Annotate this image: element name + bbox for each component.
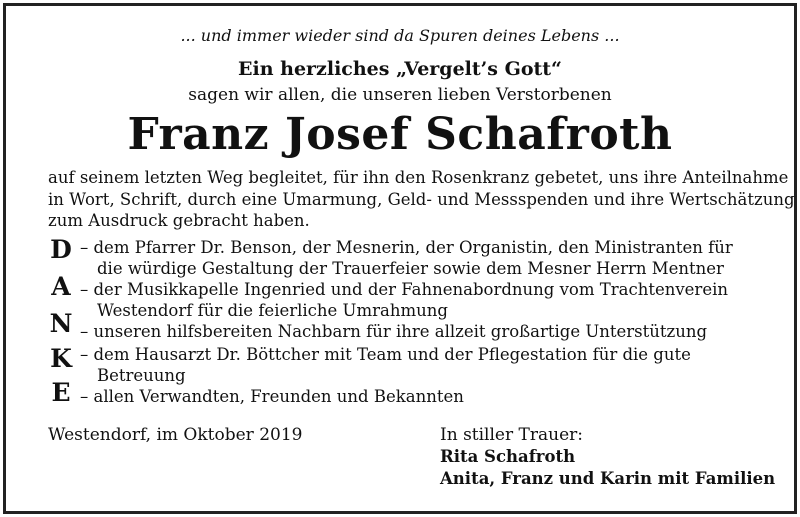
thanks-item: – der Musikkapelle Ingenried und der Fahnenabordnung vom Trachtenverein <box>80 280 728 299</box>
motto: ... und immer wieder sind da Spuren deines Lebens ... <box>180 26 620 45</box>
thanks-item-continuation: Betreuung <box>97 366 186 385</box>
deceased-name: Franz Josef Schafroth <box>127 109 673 160</box>
danke-letter: E <box>51 378 71 407</box>
headline: Ein herzliches „Vergelt’s Gott“ <box>238 58 562 80</box>
intro-line: zum Ausdruck gebracht haben. <box>48 211 310 230</box>
danke-letter: D <box>50 235 72 264</box>
mourner-name: Rita Schafroth <box>440 447 576 466</box>
thanks-item: – dem Hausarzt Dr. Böttcher mit Team und der Pflegestation für die gute <box>80 345 691 364</box>
place-date: Westendorf, im Oktober 2019 <box>48 425 303 445</box>
thanks-item-continuation: die würdige Gestaltung der Trauerfeier sowie dem Mesner Herrn Mentner <box>97 259 724 278</box>
intro-line: auf seinem letzten Weg begleitet, für ihn den Rosenkranz gebetet, uns ihre Anteilnahme <box>48 168 789 187</box>
mourner-name: Anita, Franz und Karin mit Familien <box>440 469 776 488</box>
danke-letter: K <box>50 344 72 373</box>
intro-line: in Wort, Schrift, durch eine Umarmung, Geld- und Messspenden und ihre Wertschätzung <box>48 190 795 209</box>
thanks-item: – allen Verwandten, Freunden und Bekannten <box>80 387 464 406</box>
thanks-item: – unseren hilfsbereiten Nachbarn für ihre allzeit großartige Unterstützung <box>80 322 708 341</box>
mourning-intro: In stiller Trauer: <box>440 425 583 445</box>
subline: sagen wir allen, die unseren lieben Verstorbenen <box>188 85 612 105</box>
danke-letter: N <box>49 309 73 338</box>
thanks-item: – dem Pfarrer Dr. Benson, der Mesnerin, der Organistin, den Ministranten für <box>80 238 733 257</box>
danke-letter: A <box>51 272 71 301</box>
thanks-item-continuation: Westendorf für die feierliche Umrahmung <box>97 301 448 320</box>
